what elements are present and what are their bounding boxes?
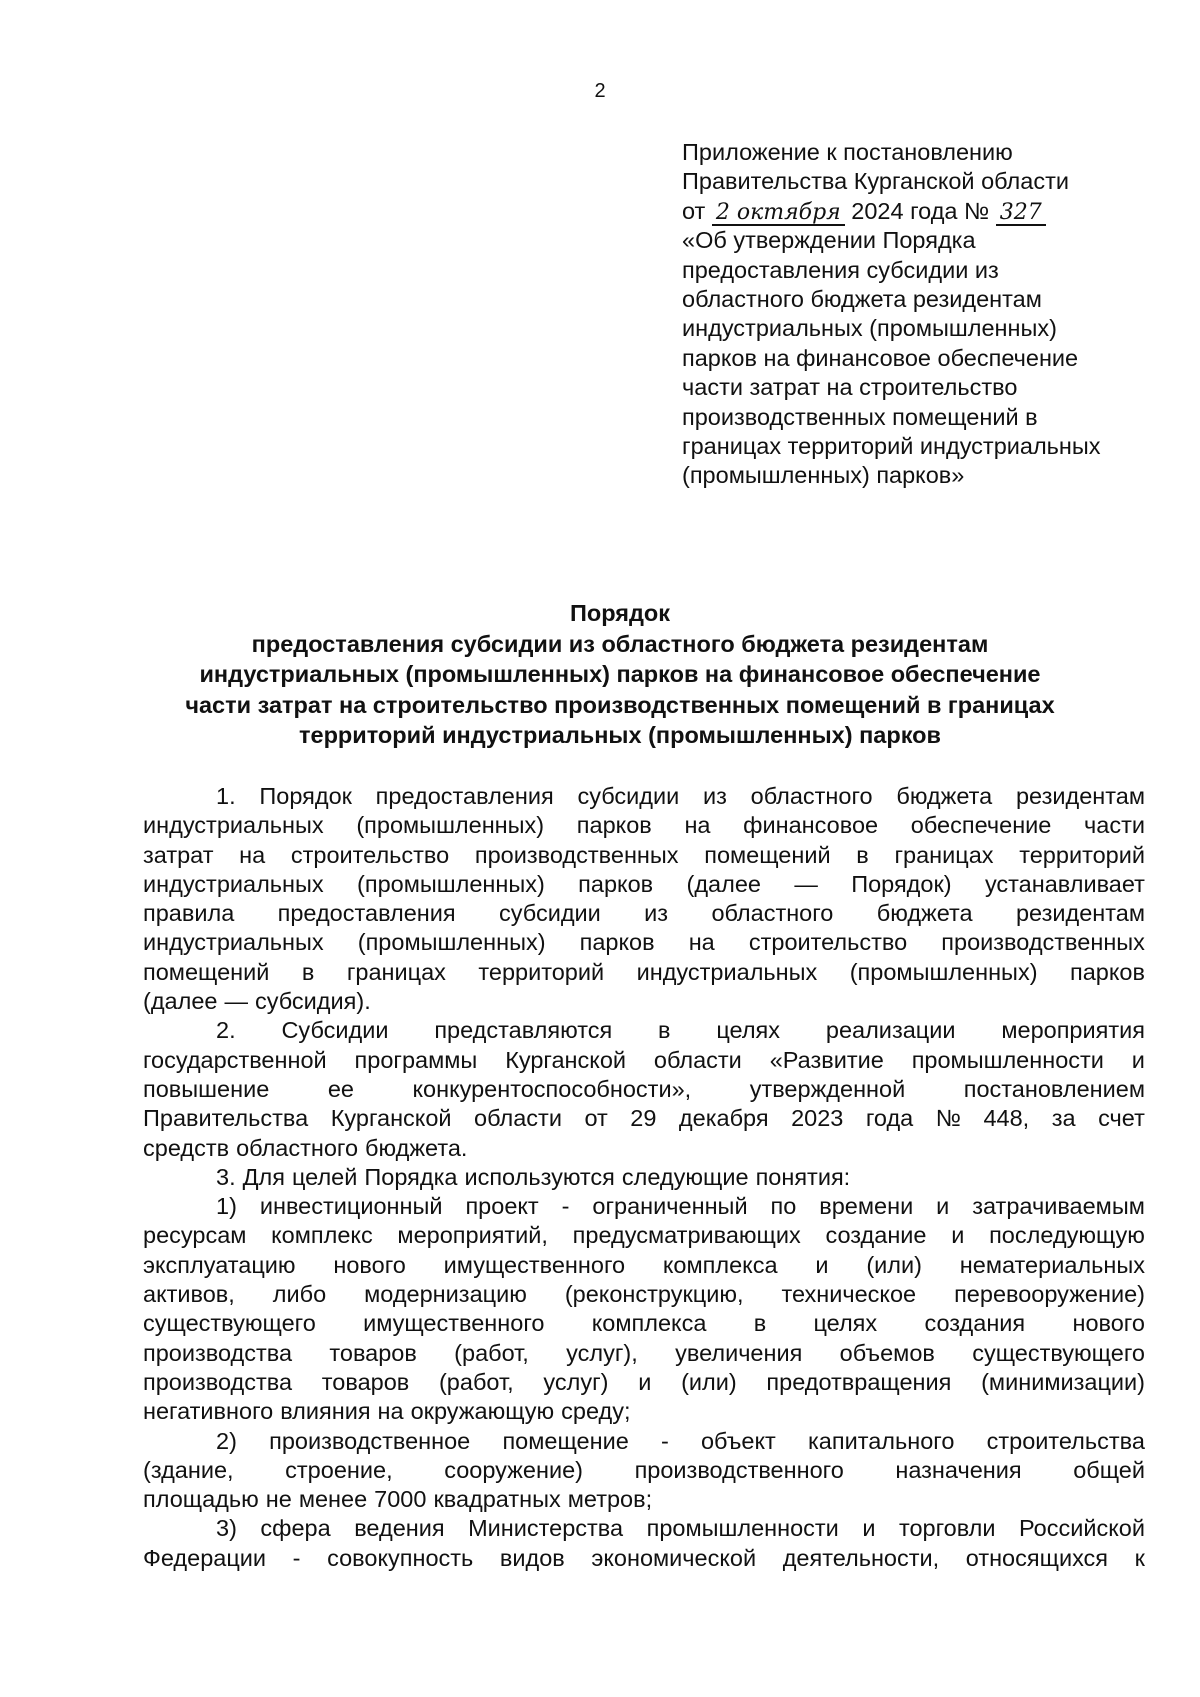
word: (реконструкцию, [564,1281,744,1308]
word: (промышленных) [356,812,545,839]
word: парков [576,812,652,839]
word: к [1134,1544,1145,1571]
word: помещений [143,958,270,985]
body-line [143,1016,1145,1045]
word: Порядок) [851,870,952,897]
body-line [143,1251,1145,1280]
word: негативного [143,1398,274,1425]
body-line [143,1192,1145,1221]
word: имущественного [363,1310,545,1337]
word: 3) [216,1515,237,1542]
annex-line: «Об утверждении Порядка [682,227,976,254]
word: из [644,900,669,927]
body-line [143,928,1145,957]
word: ее [327,1075,354,1102]
word: целях [716,1017,781,1044]
word: устанавливает [984,870,1145,897]
word: мероприятия [1001,1017,1145,1044]
word: строение, [285,1456,393,1483]
word: средств [143,1134,230,1161]
body-line [143,1280,1145,1309]
word: года [865,1105,914,1132]
word: (или) [866,1251,922,1278]
word: совокупность [327,1544,474,1571]
word: — [794,870,818,897]
word: активов, [143,1281,235,1308]
word: парков [578,870,654,897]
word: предотвращения [766,1368,952,1395]
word: создание [825,1222,927,1249]
word: и [862,1515,876,1542]
word: общей [1073,1456,1145,1483]
word: «Развитие [769,1046,884,1073]
word: торговли [898,1515,996,1542]
word: либо [272,1281,327,1308]
body-line [143,841,1145,870]
word: услуг) [543,1368,609,1395]
word: менее [298,1486,368,1513]
body-text [143,782,1145,1573]
word: 7000 [374,1486,427,1513]
body-line [143,987,1145,1016]
word: парков [1070,958,1145,985]
body-line [143,1514,1145,1543]
word: Курганской [505,1046,627,1073]
page-number: 2 [594,80,606,102]
word: помещений [704,841,831,868]
word: Министерства [468,1515,624,1542]
word: 29 [630,1105,657,1132]
word: площадью [143,1486,259,1513]
word: Российской [1019,1515,1145,1542]
annex-line: производственных помещений в [682,403,1038,430]
word: сооружение) [444,1456,583,1483]
word: в [856,841,869,868]
word: предоставления [375,783,554,809]
annex-block [682,138,1182,491]
word: комплекс [271,1222,373,1249]
word: техническое [781,1281,917,1308]
word: части [1084,812,1145,839]
title-line: предоставления субсидии из областного бюджета резидентам [251,630,989,657]
word: областного [750,783,873,809]
word: комплекса [662,1251,778,1278]
word: комплекса [591,1310,707,1337]
body-line [143,1163,1145,1192]
word: индустриальных [143,929,324,956]
word: квадратных [433,1486,561,1513]
word: 1. [216,783,236,809]
word: модернизацию [364,1281,527,1308]
word: предусматривающих [572,1222,801,1249]
body-line [143,1456,1145,1485]
word: на [688,929,715,956]
word: (или) [681,1368,737,1395]
word: объект [700,1427,776,1454]
word: границах [894,841,994,868]
word: и [936,1193,950,1220]
word: Правительства [143,1105,309,1132]
word: территорий [1019,841,1145,868]
word: № [935,1105,961,1132]
word: (промышленных) [357,929,546,956]
word: на [684,812,711,839]
word: бюджета [896,783,993,809]
document-title [140,598,1100,751]
word: бюджета [876,900,973,927]
body-line [143,958,1145,987]
word: используются [464,1163,615,1190]
word: из [703,783,727,809]
word: перевооружение) [954,1281,1145,1308]
word: правила [143,900,235,927]
word: на [239,841,266,868]
title-line: индустриальных (промышленных) парков на финансовое обеспечение [199,661,1041,687]
word: производственных [474,841,679,868]
word: предоставления [277,900,456,927]
word: производственного [634,1456,844,1483]
word: нематериальных [959,1251,1145,1278]
body-line [143,1104,1145,1133]
word: услуг), [566,1339,638,1366]
word: среду; [561,1398,631,1425]
body-line [143,1309,1145,1338]
annex-line: предоставления субсидии из [682,256,999,283]
body-line [143,899,1145,928]
word: конкурентоспособности», [412,1075,692,1102]
word: (минимизации) [981,1368,1145,1395]
word: промышленности [646,1515,839,1542]
word: области [474,1105,562,1132]
word: затрачиваемым [972,1193,1145,1220]
handwritten-number: 327 [996,202,1046,226]
word: назначения [895,1456,1022,1483]
word: понятия: [755,1163,851,1190]
word: - [561,1193,570,1220]
word: на [377,1398,404,1425]
word: сфера [260,1515,331,1542]
word: (промышленных) [357,870,545,897]
word: субсидия). [254,988,371,1015]
word: производственное [269,1427,471,1454]
title-line: территорий индустриальных (промышленных) парков [299,722,941,748]
word: 3. [216,1163,236,1190]
word: (далее [686,870,761,897]
word: постановлением [963,1075,1145,1102]
word: 2023 [791,1105,844,1132]
annex-line: областного бюджета резидентам [682,286,1042,313]
word: ограниченный [592,1193,748,1220]
annex-line: части затрат на строительство [682,374,1018,401]
word: влияния [280,1398,371,1425]
word: программы [354,1046,478,1073]
word: создания [924,1310,1026,1337]
annex-line: (промышленных) парков» [682,462,965,489]
body-line [143,1397,1145,1426]
annex-line: парков на финансовое обеспечение [682,344,1079,371]
word: границах [346,958,446,985]
annex-line: Приложение к постановлению [682,139,1013,165]
word: областного [711,900,834,927]
word: (здание, [143,1456,234,1483]
word: не [265,1486,292,1513]
word: строительство [290,841,450,868]
body-line [143,782,1145,811]
body-line [143,1046,1145,1075]
word: декабря [678,1105,769,1132]
word: проект [465,1193,539,1220]
word: производства [143,1339,293,1366]
word: парков [579,929,655,956]
word: Федерации [143,1544,267,1571]
word: реализации [825,1017,956,1044]
body-line [143,1427,1145,1456]
body-line [143,1485,1145,1514]
body-line [143,870,1145,899]
word: государственной [143,1046,327,1073]
date-prefix: от [682,197,706,224]
word: Порядка [364,1163,458,1190]
word: бюджета. [365,1134,468,1161]
word: Для [242,1163,285,1190]
word: относящихся [965,1544,1109,1571]
word: экономической [591,1544,757,1571]
handwritten-date: 2 октября [712,202,845,226]
body-line [143,811,1145,840]
word: объемов [839,1339,935,1366]
word: товаров [321,1368,410,1395]
word: - [660,1427,669,1454]
date-year: 2024 года № [851,197,990,224]
word: области [653,1046,742,1073]
word: 1) [216,1193,237,1220]
word: и [951,1222,965,1249]
word: следующие [621,1163,749,1190]
word: помещение [502,1427,629,1454]
word: времени [819,1193,914,1220]
word: производства [143,1368,293,1395]
word: (далее [143,988,218,1015]
word: индустриальных [143,870,324,897]
word: от [584,1105,608,1132]
word: утвержденной [749,1075,906,1102]
word: нового [333,1251,406,1278]
word: ведения [354,1515,445,1542]
word: существующего [972,1339,1145,1366]
word: Субсидии [281,1017,389,1044]
word: резидентам [1015,900,1145,927]
word: деятельности, [782,1544,940,1571]
word: мероприятий, [397,1222,548,1249]
word: нового [1072,1310,1145,1337]
word: существующего [143,1310,316,1337]
word: индустриальных [636,958,818,985]
word: индустриальных [143,812,324,839]
word: финансовое [743,812,879,839]
word: производственных [941,929,1145,956]
word: территорий [478,958,605,985]
word: инвестиционный [259,1193,443,1220]
word: (работ, [454,1339,529,1366]
body-line [143,1221,1145,1250]
word: строительство [748,929,908,956]
body-line [143,1134,1145,1163]
word: областного [236,1134,359,1161]
word: имущественного [443,1251,626,1278]
word: субсидии [577,783,680,809]
word: увеличения [675,1339,803,1366]
word: в [301,958,315,985]
word: окружающую [410,1398,555,1425]
word: целях [813,1310,878,1337]
word: субсидии [499,900,601,927]
word: счет [1098,1105,1145,1132]
word: по [770,1193,797,1220]
word: эксплуатацию [143,1251,296,1278]
word: метров; [567,1486,653,1513]
word: промышленности [911,1046,1104,1073]
word: видов [499,1544,565,1571]
word: Курганской [330,1105,452,1132]
word: представляются [434,1017,613,1044]
word: в [658,1017,671,1044]
body-line [143,1368,1145,1397]
word: - [292,1544,301,1571]
word: ресурсам [143,1222,247,1249]
body-line [143,1339,1145,1368]
annex-line: Правительства Курганской области [682,168,1069,195]
word: — [224,988,248,1015]
word: целей [291,1163,358,1190]
word: Порядок [259,783,352,809]
annex-line: границах территорий индустриальных [682,433,1101,460]
word: резидентам [1015,783,1145,809]
word: 2) [216,1427,237,1454]
title-line: Порядок [569,600,671,626]
word: и [815,1251,829,1278]
word: (работ, [438,1368,514,1395]
word: затрат [143,841,214,868]
word: обеспечение [910,812,1052,839]
word: капитального [808,1427,955,1454]
word: последующую [989,1222,1145,1249]
body-line [143,1544,1145,1573]
word: за [1051,1105,1076,1132]
title-line: части затрат на строительство производственных помещений в границах [185,691,1055,718]
word: 448, [983,1105,1030,1132]
word: строительства [986,1427,1145,1454]
word: товаров [329,1339,417,1366]
body-line [143,1075,1145,1104]
annex-date-line [682,197,1182,226]
word: повышение [143,1075,270,1102]
word: 2. [216,1017,236,1044]
word: и [1131,1046,1145,1073]
word: (промышленных) [849,958,1038,985]
word: в [753,1310,767,1337]
word: и [638,1368,652,1395]
annex-line: индустриальных (промышленных) [682,315,1057,342]
